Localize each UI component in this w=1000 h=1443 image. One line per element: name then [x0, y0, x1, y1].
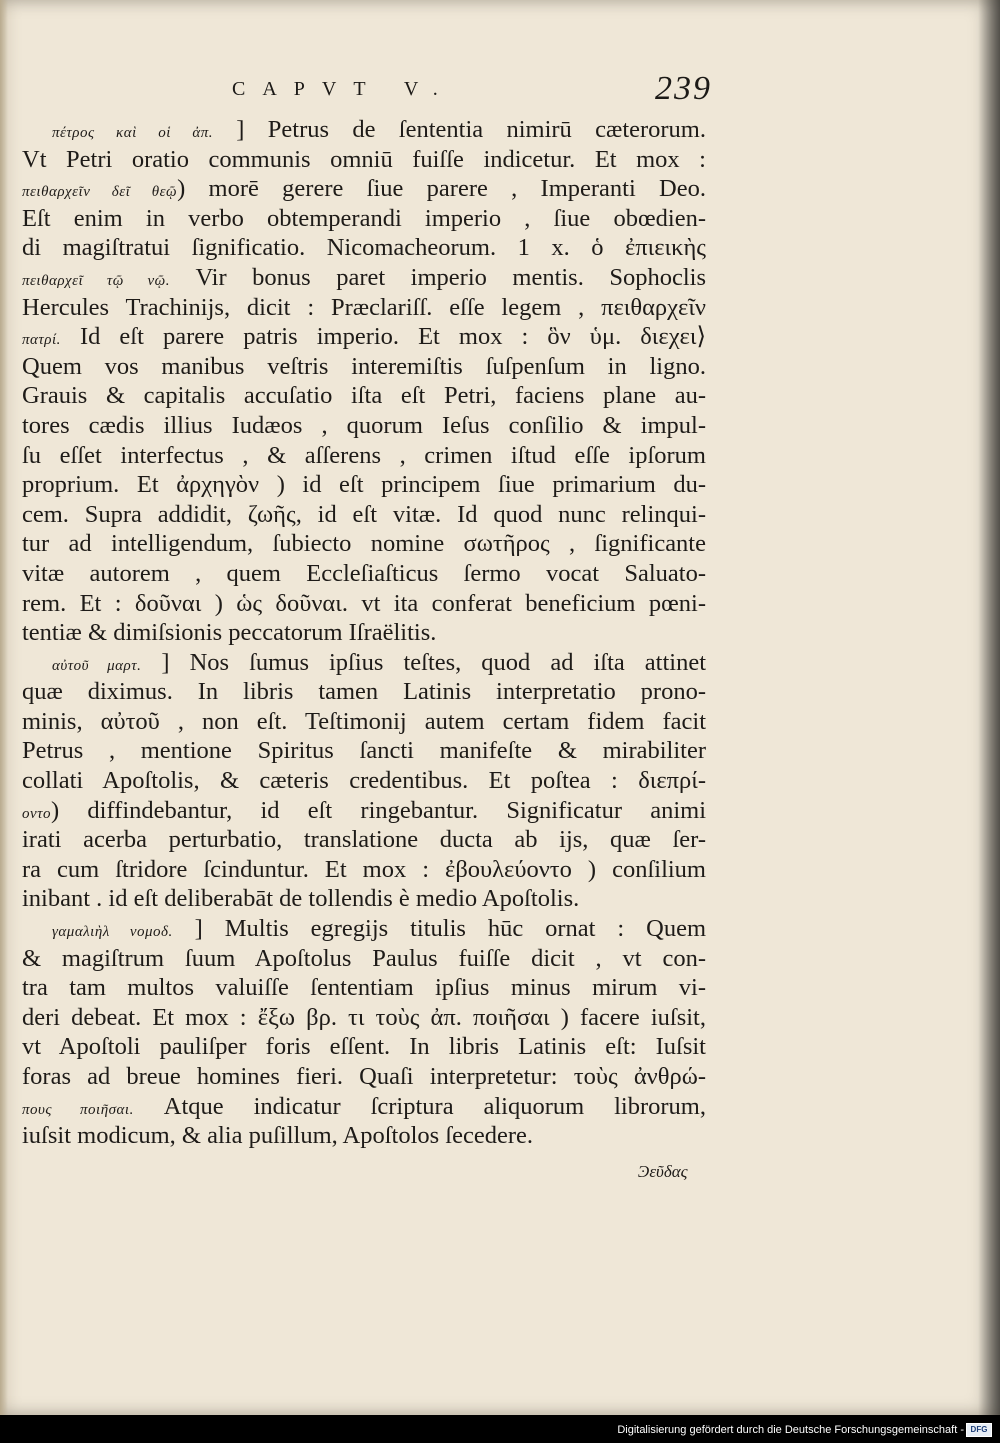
text-line: [22, 618, 706, 648]
greek-lemma: πέτρος καὶ οἱ ἀπ.: [52, 125, 213, 141]
line-text: Hercules Trachinijs, dicit : Præclariſſ. eſſe legem , πειθαρχεῖν: [22, 293, 706, 321]
line-text: Atque indicatur ſcriptura aliquorum librorum,: [133, 1092, 706, 1120]
line-text: di magiſtratui ſignificatio. Nicomacheorum. 1 x. ὁ ἐπιεικὴς: [22, 234, 706, 262]
text-line: [22, 766, 706, 796]
line-text: ra cum ſtridore ſcinduntur. Et mox : ἐβουλεύοντο ) conſilium: [22, 855, 706, 883]
text-line: [22, 589, 706, 619]
text-line: [22, 884, 706, 914]
text-line: [22, 1092, 706, 1122]
body-text: [22, 115, 706, 1151]
text-line: [22, 500, 706, 530]
line-text: foras ad breue homines fieri. Quaſi interpretetur: τοὺς ἀνθρώ-: [22, 1063, 706, 1090]
line-text: Vt Petri oratio communis omniū fuiſſe indicetur. Et mox :: [22, 145, 706, 173]
text-line: [22, 707, 706, 737]
text-line: [22, 233, 706, 263]
text-line: [22, 381, 706, 411]
text-line: [22, 796, 706, 826]
line-text: proprium. Et ἀρχηγὸν ) id eſt principem ſiue primarium du-: [22, 471, 706, 499]
text-line: [22, 736, 706, 766]
text-line: [22, 293, 706, 323]
text-line: [22, 944, 706, 974]
greek-lemma: γαμαλιὴλ νομοδ.: [52, 924, 173, 941]
line-text: vt Apoſtoli pauliſper foris eſſent. In libris Latinis eſt: Iuſsit: [22, 1033, 706, 1061]
line-text: & magiſtrum ſuum Apoſtolus Paulus fuiſſe dicit , vt con-: [22, 944, 706, 972]
text-line: [22, 559, 706, 589]
catchword: Ͽεῦδας: [638, 1162, 688, 1181]
line-text: ſu eſſet interfectus , & aſſerens , crimen iſtud eſſe ipſorum: [22, 441, 706, 469]
text-line: [22, 352, 706, 382]
page-header: [232, 72, 712, 112]
text-line: [22, 145, 706, 175]
line-text: ] Multis egregijs titulis hūc ornat : Quem: [172, 915, 706, 943]
line-text: collati Apoſtolis, & cæteris credentibus. Et poſtea : διεπρί-: [22, 767, 706, 795]
text-line: [22, 855, 706, 885]
greek-lemma: οντο: [22, 805, 52, 822]
text-line: [22, 204, 706, 234]
text-line: [22, 529, 706, 559]
text-line: [22, 441, 706, 471]
page-number: 239: [655, 70, 712, 107]
line-text: Quem vos manibus veſtris interemiſtis ſuſpenſum in ligno.: [22, 352, 706, 380]
line-text: ) morē gerere ſiue parere , Imperanti Deo.: [177, 175, 706, 203]
text-line: [22, 1062, 706, 1092]
line-text: ) diffindebantur, id eſt ringebantur. Significatur animi: [51, 796, 706, 824]
dfg-logo: DFG: [966, 1423, 992, 1437]
line-text: minis, αὐτοῦ , non eſt. Teſtimonij autem certam fidem facit: [22, 707, 706, 735]
line-text: tentiæ & dimiſsionis peccatorum Iſraëlitis.: [22, 619, 437, 647]
line-text: tra tam multos valuiſſe ſententiam ipſius minus mirum vi-: [22, 974, 706, 1002]
text-line: [22, 174, 706, 204]
greek-lemma: αὐτοῦ μαρτ.: [52, 657, 142, 674]
text-line: [22, 263, 706, 293]
text-line: [22, 973, 706, 1003]
line-text: Eſt enim in verbo obtemperandi imperio , ſiue obœdien-: [22, 204, 706, 232]
text-line: [22, 115, 706, 145]
greek-lemma: πειθαρχεῖ τῷ νῷ.: [22, 272, 170, 289]
line-text: deri debeat. Et mox : ἔξω βρ. τι τοὺς ἀπ. ποιῆσαι ) facere iuſsit,: [22, 1003, 706, 1031]
line-text: vitæ autorem , quem Eccleſiaſticus ſermo vocat Saluato-: [22, 559, 706, 587]
line-text: Vir bonus paret imperio mentis. Sophoclis: [169, 263, 706, 291]
running-head: CAPVT V.: [232, 78, 455, 100]
page-gutter-shadow: [0, 0, 8, 1415]
line-text: cem. Supra addidit, ζωῆς, id eſt vitæ. Id quod nunc relinqui-: [22, 500, 706, 528]
line-text: tur ad intelligendum, ſubiecto nomine σωτῆρος , ſignificante: [22, 530, 706, 558]
text-line: [22, 1032, 706, 1062]
text-line: [22, 677, 706, 707]
line-text: Grauis & capitalis accuſatio iſta eſt Petri, faciens plane au-: [22, 382, 706, 410]
line-text: irati acerba perturbatio, translatione ducta ab ijs, quæ ſer-: [22, 826, 706, 854]
text-line: [22, 825, 706, 855]
greek-lemma: πατρί.: [22, 332, 61, 349]
greek-lemma: πους ποιῆσαι.: [22, 1101, 134, 1118]
text-line: [22, 1003, 706, 1033]
text-line: [22, 470, 706, 500]
line-text: Petrus , mentione Spiritus ſancti manifeſte & mirabiliter: [22, 737, 706, 765]
line-text: tores cædis illius Iudæos , quorum Ieſus conſilio & impul-: [22, 411, 706, 439]
greek-lemma: πειθαρχεῖν δεῖ θεῷ: [22, 184, 178, 201]
funding-notice: Digitalisierung gefördert durch die Deutsche Forschungsgemeinschaft -: [617, 1424, 964, 1436]
footer-bar: [0, 1415, 1000, 1443]
line-text: ] Petrus de ſententia nimirū cæterorum.: [212, 116, 706, 143]
line-text: ] Nos ſumus ipſius teſtes, quod ad iſta attinet: [141, 648, 706, 676]
line-text: iuſsit modicum, & alia puſillum, Apoſtolos ſecedere.: [22, 1122, 534, 1150]
text-line: [22, 411, 706, 441]
text-line: [22, 1121, 706, 1151]
line-text: rem. Et : δοῦναι ) ὡς δοῦναι. vt ita conferat beneficium pœni-: [22, 589, 706, 617]
text-line: [22, 648, 706, 678]
text-line: [22, 914, 706, 944]
line-text: quæ diximus. In libris tamen Latinis interpretatio prono-: [22, 678, 706, 706]
line-text: Id eſt parere patris imperio. Et mox : ὃν ὑμ. διεχει⟩: [60, 323, 706, 351]
line-text: inibant . id eſt deliberabāt de tollendis è medio Apoſtolis.: [22, 885, 580, 913]
text-line: [22, 322, 706, 352]
